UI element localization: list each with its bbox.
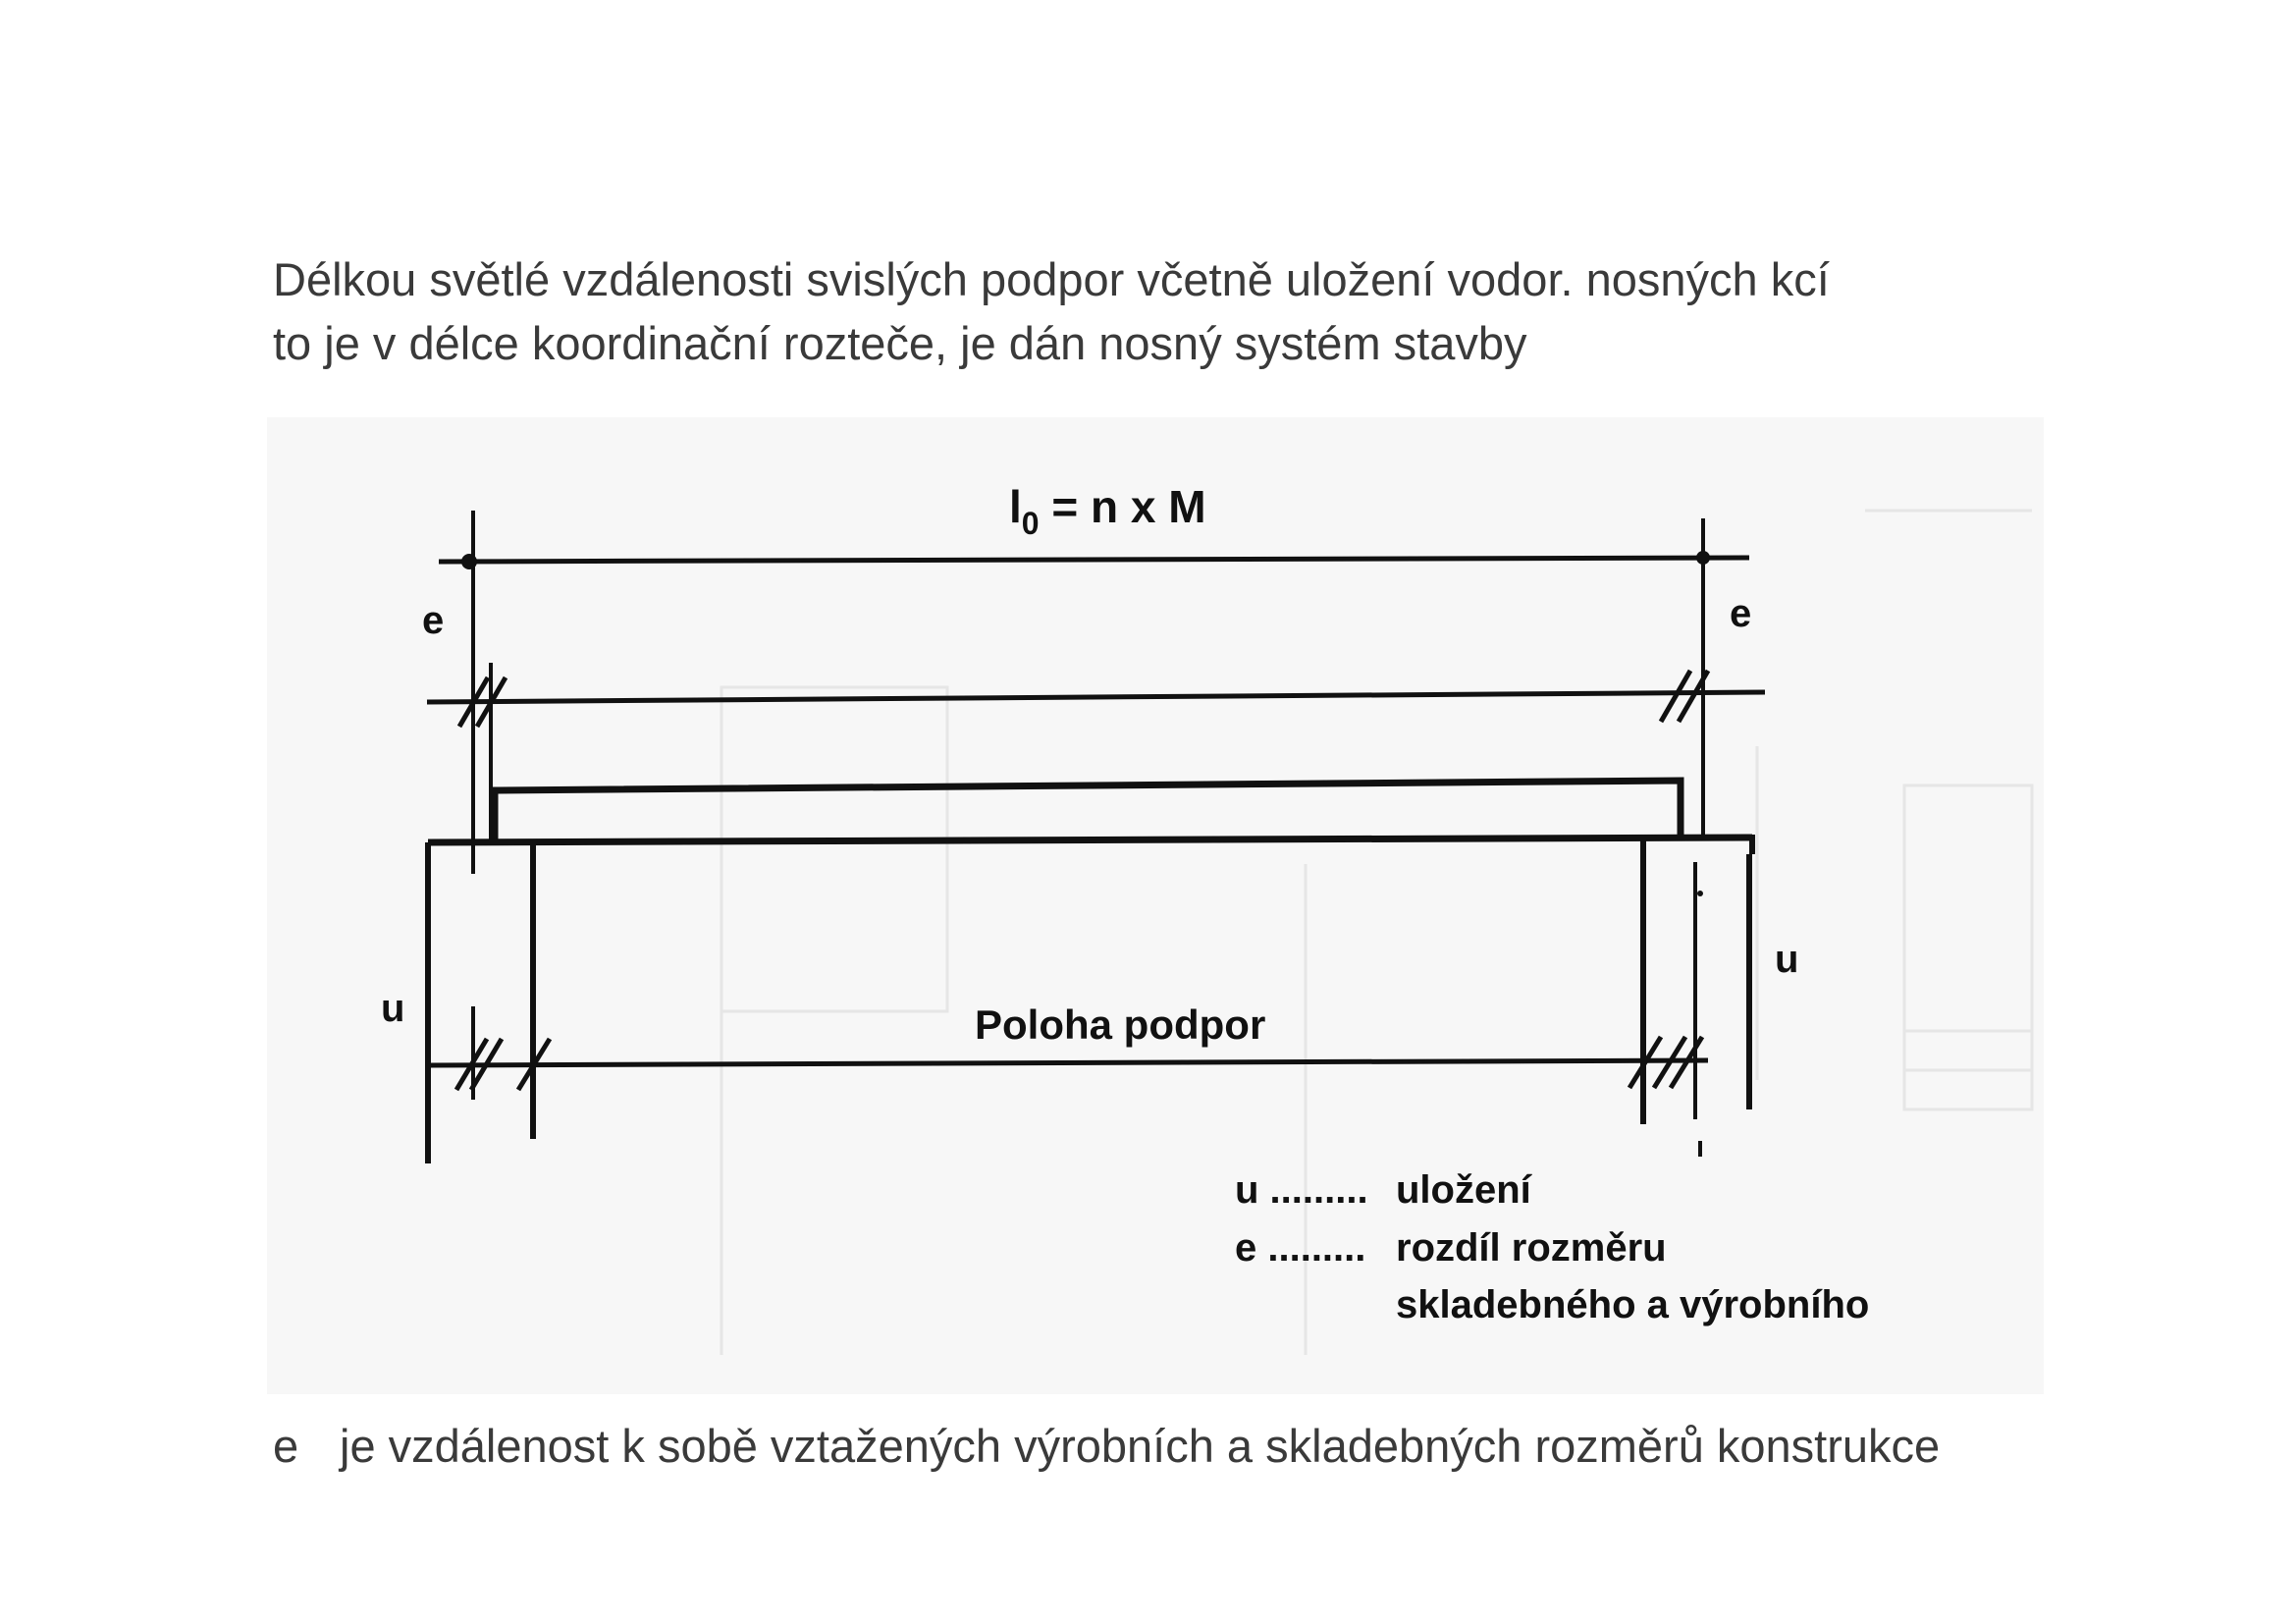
legend xyxy=(1235,1168,1869,1326)
u-label-left: u xyxy=(381,987,405,1030)
top-dimension xyxy=(439,551,1749,569)
e-label-left: e xyxy=(422,599,445,642)
tick-right-1 xyxy=(1661,671,1690,722)
support-right-outer xyxy=(1730,838,1752,854)
intro-line-1: Délkou světlé vzdálenosti svislých podpor včetně uložení vodor. nosných kcí xyxy=(273,253,1830,305)
footer-text: je vzdálenost k sobě vztažených výrobních a skladebných rozměrů konstrukce xyxy=(340,1420,1941,1472)
e-label-right: e xyxy=(1730,592,1752,635)
supports xyxy=(428,838,1752,1163)
beam-outline xyxy=(495,781,1681,842)
background-faint-lines xyxy=(721,511,2032,1355)
intro-line-2: to je v délce koordinační rozteče, je dán nosný systém stavby xyxy=(273,317,1527,369)
legend-u-text: uložení xyxy=(1396,1168,1531,1212)
footer-definition xyxy=(273,1414,2236,1478)
legend-e-text-2: skladebného a výrobního xyxy=(1396,1283,1870,1326)
legend-u: u ......... xyxy=(1235,1168,1368,1212)
support-top-line xyxy=(428,838,1752,842)
top-dimension-line xyxy=(439,558,1749,562)
legend-e-text-1: rozdíl rozměru xyxy=(1396,1226,1667,1270)
formula-label: $l_0 = n$ x M xyxy=(1009,481,1206,541)
bottom-dimension-line xyxy=(428,1060,1708,1065)
footer-symbol: e xyxy=(273,1420,299,1472)
legend-e: e ......... xyxy=(1235,1226,1366,1270)
support-position-label: Poloha podpor xyxy=(975,1001,1266,1048)
second-dimension xyxy=(427,671,1765,727)
u-label-right: u xyxy=(1775,938,1799,981)
ext-right-dot xyxy=(1697,891,1703,896)
second-dimension-line xyxy=(427,692,1765,702)
